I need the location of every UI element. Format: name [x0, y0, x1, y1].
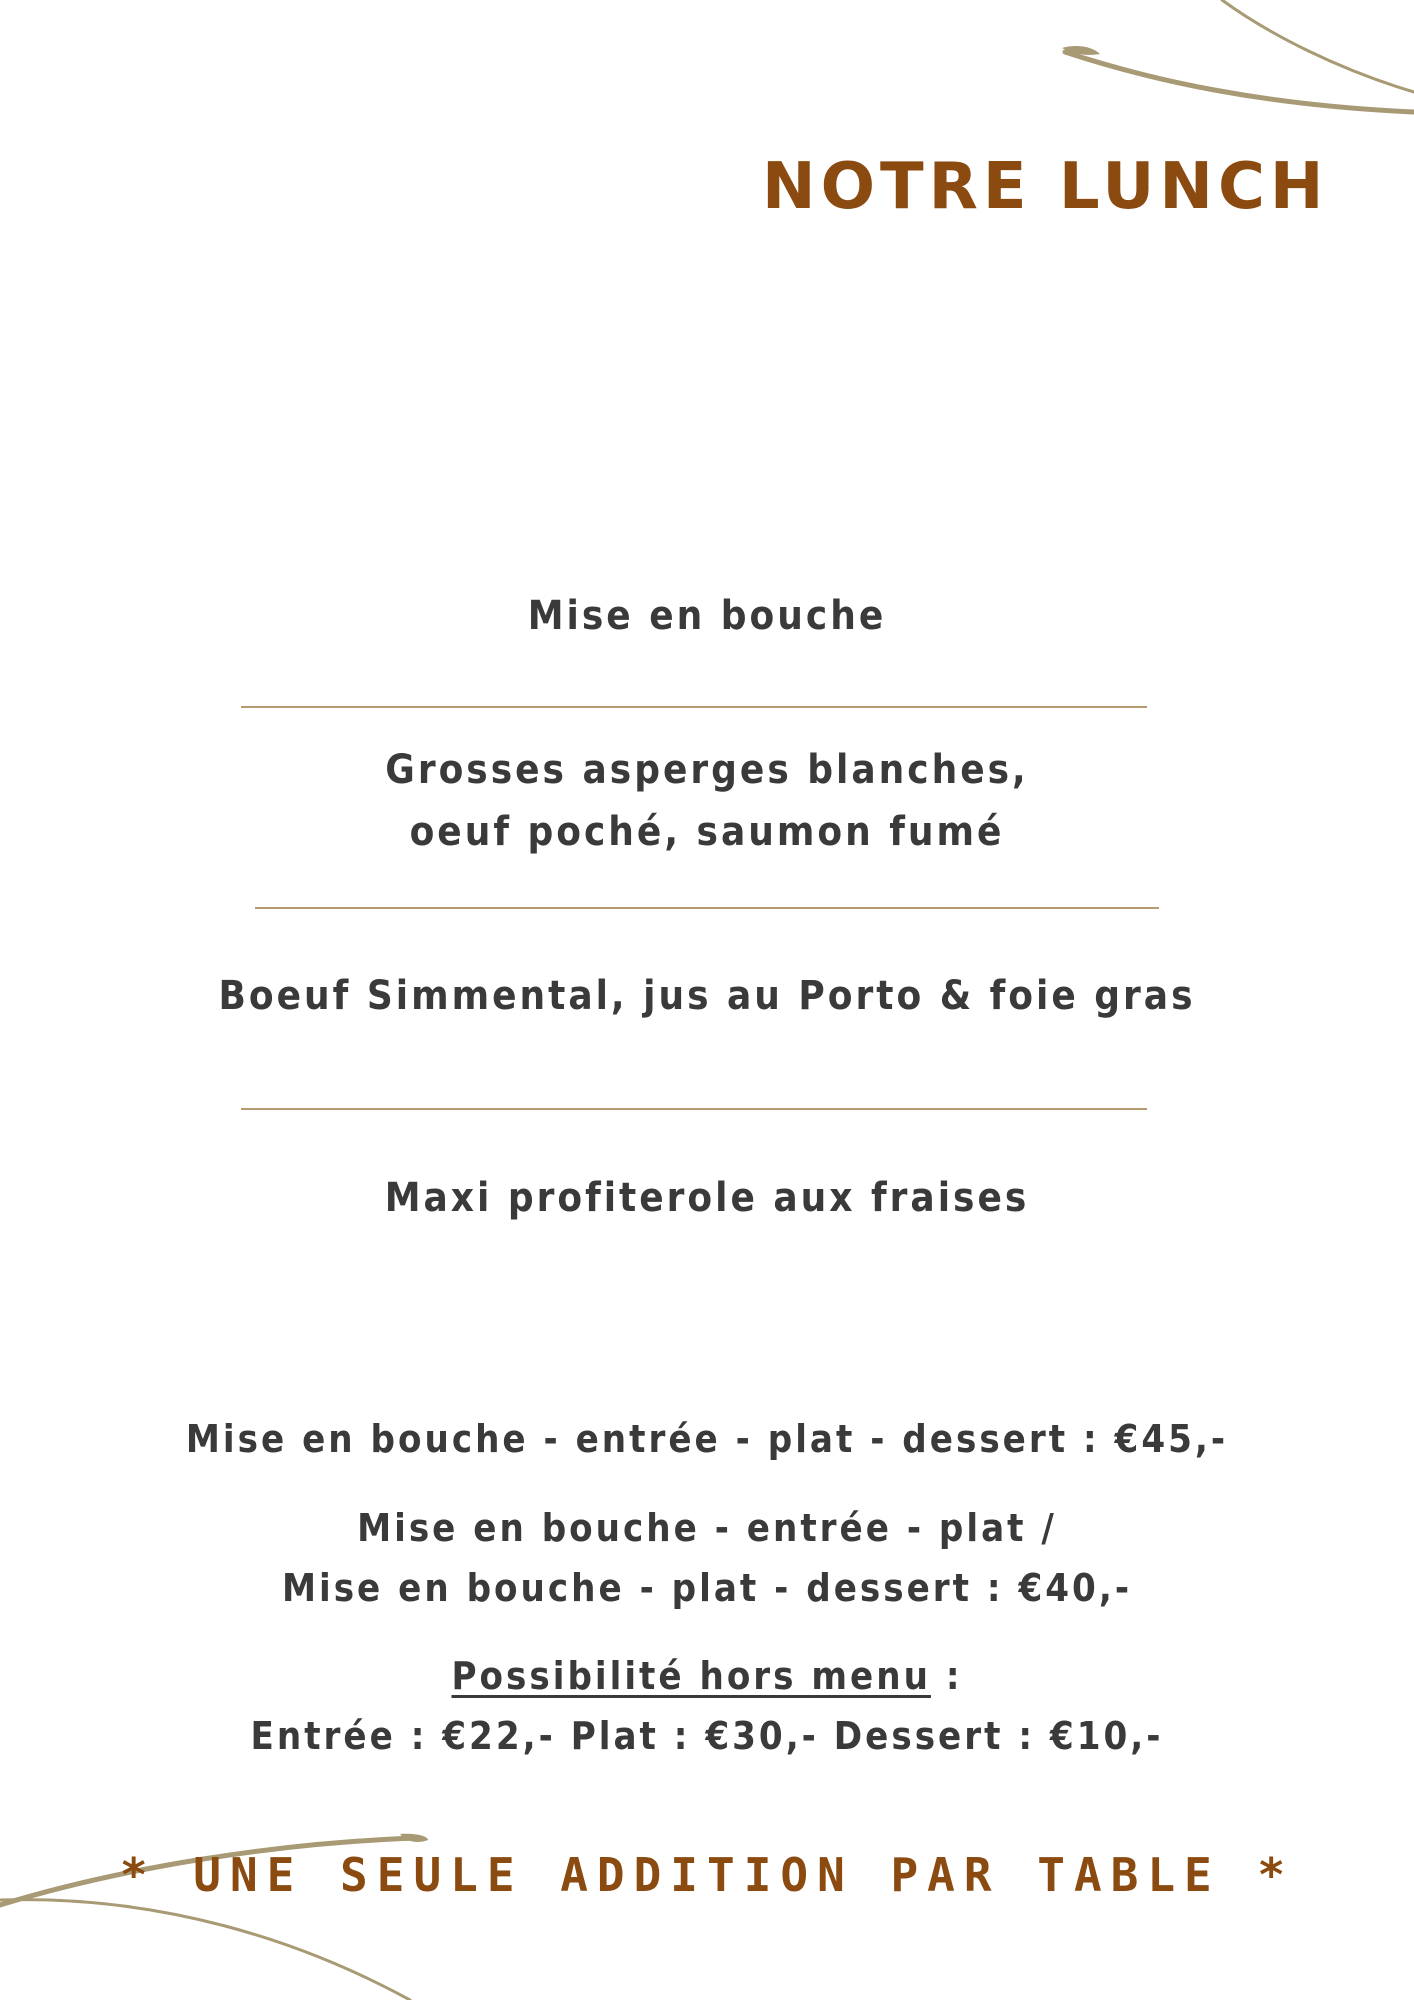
hors-menu-colon: :	[930, 1654, 963, 1698]
top-right-brush-stroke-upper	[1222, 0, 1414, 92]
top-right-brush-stroke	[1065, 52, 1414, 112]
course-line: Mise en bouche	[527, 593, 887, 639]
divider	[241, 1108, 1147, 1110]
course-line: Maxi profiterole aux fraises	[384, 1175, 1030, 1221]
course-plat	[0, 965, 1414, 1027]
bottom-left-brush-stroke-lower	[0, 1900, 410, 2000]
hors-menu-heading	[0, 1646, 1414, 1706]
course-entree	[0, 739, 1414, 863]
price-line: Mise en bouche - plat - dessert : €40,-	[281, 1566, 1133, 1610]
course-line: oeuf poché, saumon fumé	[409, 809, 1005, 855]
course-amuse-bouche	[0, 585, 1414, 647]
course-dessert	[0, 1167, 1414, 1229]
price-line: Mise en bouche - entrée - plat /	[357, 1506, 1057, 1550]
hors-menu-label: Possibilité hors menu	[451, 1654, 931, 1698]
price-partial-menu	[0, 1498, 1414, 1618]
divider	[241, 706, 1147, 708]
course-line: Boeuf Simmental, jus au Porto & foie gras	[218, 973, 1196, 1019]
price-full-menu: Mise en bouche - entrée - plat - dessert : €45,-	[185, 1417, 1229, 1461]
price-hors-menu	[0, 1646, 1414, 1766]
course-line: Grosses asperges blanches,	[385, 747, 1029, 793]
divider	[255, 907, 1159, 909]
page-title: NOTRE LUNCH	[762, 150, 1329, 224]
footer-note: * UNE SEULE ADDITION PAR TABLE *	[119, 1848, 1295, 1902]
hors-menu-prices: Entrée : €22,- Plat : €30,- Dessert : €10,-	[250, 1714, 1164, 1758]
